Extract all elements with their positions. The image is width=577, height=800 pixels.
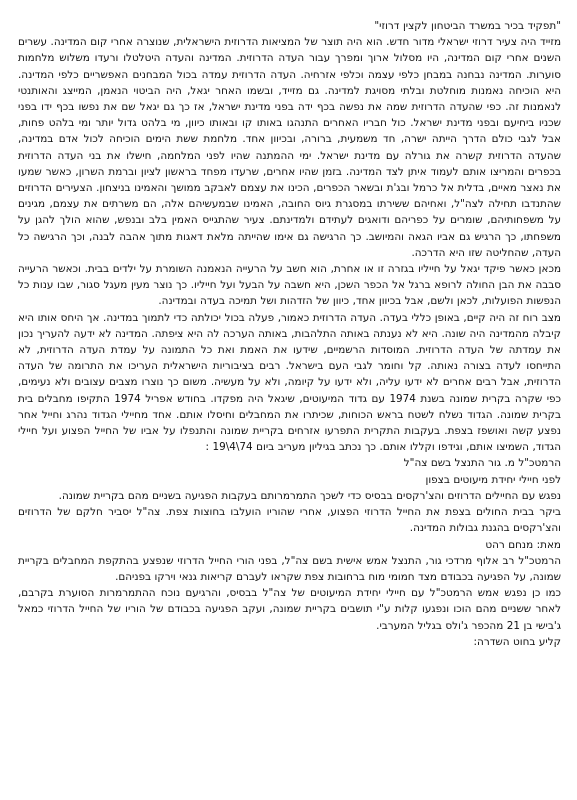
newspaper-headline: הרמטכ"ל מ. גור התנצל בשם צה"ל [403, 457, 561, 470]
newspaper-byline: מאת: מנחם רהט [485, 538, 561, 551]
newspaper-subheadline: לפני חיילי יחידת מיעוטים בצפון [425, 473, 561, 486]
paragraph-circle: מכאן כאשר פיקד יגאל על חייליו בגזרה זו או אחרת, הוא חשב על הרעייה הנאמנה השומרת על ילדים בבית. וכאשר הרעייה סבבה את הבן החולה לרופא ברגל אל הכפר השכן, היא חשבה על הבעל ועל חייליו. כך נוצר מעין מעגל סגור, שבו ענות כל הנפשות הפועלות, לכאן ולשם, אבל בכיוון אחד, כיוון של הזדהות ושל תמיכה בעדה ובמדינה. [18, 263, 561, 308]
newspaper-body-1: הרמטכ"ל רב אלוף מרדכי גור, התנצל אמש אישית בשם צה"ל, בפני הורי החייל הדרוזי שנפצע בהתקפת המחבלים בקריית שמונה, על הפגיעה בכבודם מצד חמומי מוח ברחובות צפת שקראו לעברם קריאות גנאי וירקו בפניהם. [18, 554, 561, 583]
newspaper-lead-1: נפגש עם החיילים הדרוזים והצ'רקסים בבסיס כדי לשכך התמרמרותם בעקבות הפגיעה בשניים מהם בקריית שמונה. [58, 489, 561, 502]
paragraph-kiryat-shmona: מצב רוח זה היה קיים, באופן כללי בעדה. העדה הדרוזית כאמור, פעלה בכול יכולתה כדי לתמוך במדינה. אך היחס אותו היא קיבלה מהמדינה היה שונה. היא לא נענתה באותה התלהבות, באותה הערכה לה היא ציפתה. המדינה לא ידעה להעריך נכון את עמדתה של העדה הדרוזית. המוסדות הרשמיים, שידעו את האמת ואת כל התמונה על עמדת העדה הדרוזית, לא התייחסו לעדה בצורה נאותה. קל וחומר לגבי העם בישראל. רבים בציבוריות הישראלית העריכו את התרומה של העדה הדרוזית, אבל רבים אחרים לא ידעו עליה, ולא ידעו על קיומה, ולא על מעשיה. משום כך נוצרו מצבים עצובים ולא נעימים, כפי שקרה בקרית שמונה בשנת 1974 עם גדוד המיעוטים, שיגאל היה מפקדו. בחודש אפריל 1974 התקיפו מחבלים בית בקרית שמונה. הגדוד נשלח לשטח בראש הכוחות, שכיתרו את המחבלים וחיסלו אותם. אחד מחיילי הגדוד נהרג וחייל אחר נפצע קשה ואושפז בצפת. בעקבות התקרית התפרעו אזרחים בקריית שמונה והתנפלו על אביו של החייל הפצוע ועל חיילי הגדוד, השמיצו אותם, וגידפו וקללו אותם. כך נכתב בגיליון מעריב ביום 74\4\19 : [18, 311, 562, 454]
newspaper-section-heading: קליע בחוט השדרה: [473, 635, 561, 648]
paragraph-intro: מזייד היה צעיר דרוזי ישראלי מדור חדש. הוא היה תוצר של המציאות הדרוזית הישראלית, שנוצרה אחרי קום המדינה. עשרים השנים אחרי קום המדינה, היו מסלול ארוך ומפרך עבור העדה הדרוזית. המדינה והעדה היטלטלו ורעדו משלוש מלחמות סוערות. המדינה נבחנה במבחן כלפי עצמה וכלפי אזרחיה. העדה הדרוזית עמדה בכול המבחנים האפשריים כלפי המדינה. היא הוכיחה נאמנות מוחלטת ובלתי מסויגת למדינה. גם מזייד, ובשמו האחר יגאל, היה הביטוי הנאמן, המייצג והאותנטי לנאמנות זה. כפי שהעדה הדרוזית שמה את נפשה בכף ידה בפני מדינת ישראל, אז כך גם יגאל שם את נפשו בכף ידו בפני שכניו ביחיעם ובפני מדינת ישראל. כול חבריו האחרים התנהגו באותו קו ובאותו כיוון, מי בלהט גדול יותר ומי בלהט פחות, אבל לגבי כולם הדרך הייתה ישרה, חד משמעית, ברורה, ובכיוון אחד. מלחמת ששת הימים הוכיחה לכול אדם במדינה, שהעדה הדרוזית קשרה את גורלה עם מדינת ישראל. ימי ההמתנה שהיו לפני המלחמה, חישלו את בני העדה הדרוזית בכפרים והמריצו אותם לעמוד איתן לצד המדינה. בזמן שהיו אחרים, שרעדו מפחד בראשון לציון וברמת השרון, כאשר שמעו את נאצר מאיים, בדלית אל כרמל ובג'ת ובשאר הכפרים, הכינו את עצמם לאבקב ממושך והאמינו בניצחון. הצעירים הדרוזים שהתנדבו תחילה לצה"ל, ואחיהם ששירתו במסגרת גיוס החובה, האמינו שבמעשיהם אלה, הם משרתים את עצמם, מגינים על משפחותיהם, שומרים על כפריהם ודואגים לעתידם ולמדינתם. צעיר שהתגייס האמין בלב ובנפש, שהוא הולך להגן על משפחתו, כך הרגיש גם אביו הגאה והמיושב. כך הרגישה גם אימו שהייתה מלאת דאגות מתוך אהבה לבנה, וכך הרגישה כל העדה, שהחליטה שזו היא הדרכה. [18, 36, 561, 259]
article-title: "תפקיד בכיר במשרד הביטחון לקצין דרוזי" [374, 20, 561, 32]
newspaper-body-2: כמו כן נפגש אמש הרמטכ"ל עם חיילי יחידת המיעוטים של צה"ל בבסיס, והרגיעם נוכח ההתמרמרות הסוערת בקרבם, לאחר ששניים מהם הוכו ונפגעו קלות ע"י תושבים בקריית שמונה, ועקב הפגיעה בכבודם של הוריו של החייל הדרוזי כמאל ג'בישי בן 21 מהכפר ג'ולס בגליל המערבי. [18, 587, 561, 632]
newspaper-lead-2: ביקר בבית החולים בצפת את החייל הדרוזי הפצוע, אחרי שהוריו הועלבו בחוצות צפת. צה"ל יסביר חלקם של הדרוזים והצ'רקסים בהגנת גבולות המדינה. [18, 506, 561, 535]
